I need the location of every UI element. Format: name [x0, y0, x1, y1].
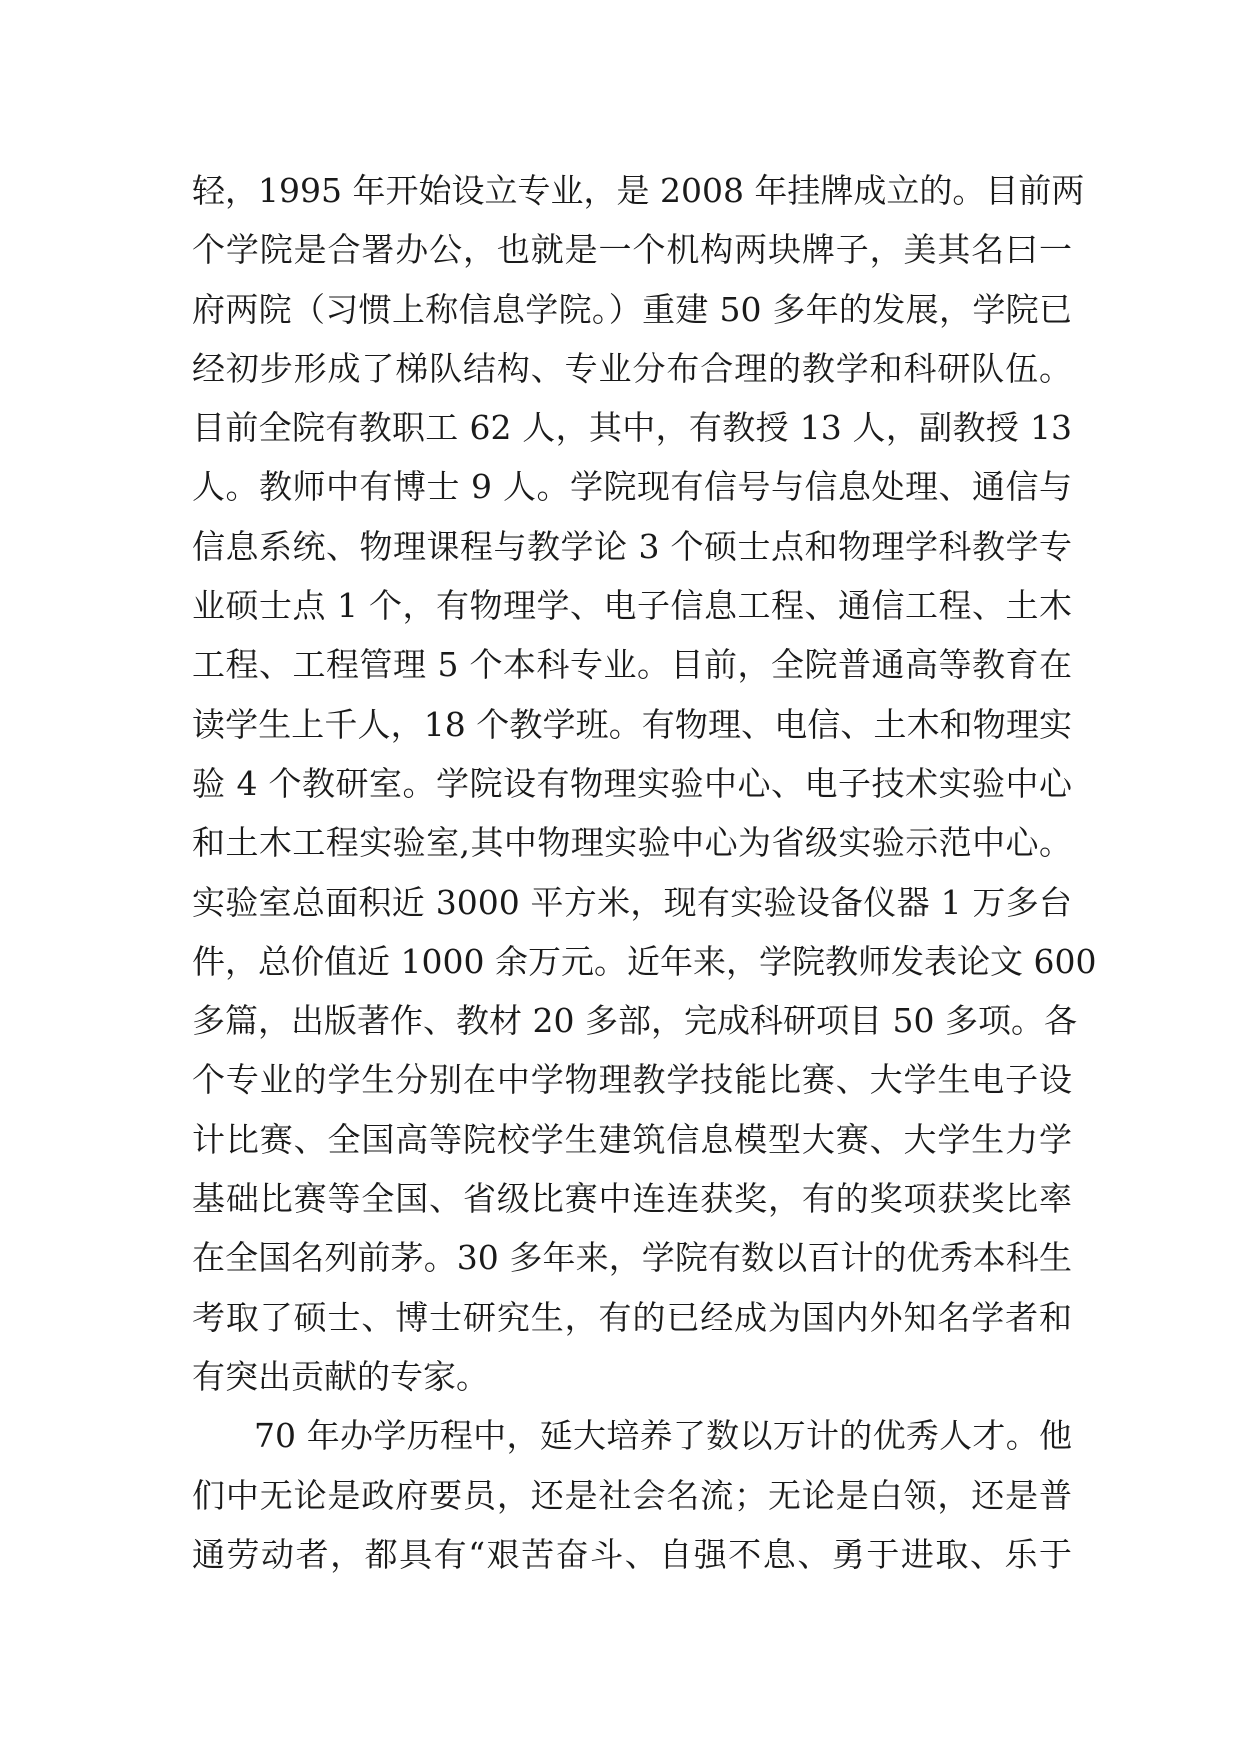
- text-line: 基础比赛等全国、省级比赛中连连获奖，有的奖项获奖比率: [192, 1179, 1072, 1219]
- text-line: 经初步形成了梯队结构、专业分布合理的教学和科研队伍。: [192, 348, 1072, 388]
- paragraph: [192, 161, 1097, 1406]
- text-line: 实验室总面积近 3000 平方米，现有实验设备仪器 1 万多台: [192, 882, 1072, 922]
- text-line: 多篇，出版著作、教材 20 多部，完成科研项目 50 多项。各: [192, 1001, 1077, 1041]
- text-line: 工程、工程管理 5 个本科专业。目前，全院普通高等教育在: [192, 645, 1072, 685]
- text-line: 信息系统、物理课程与教学论 3 个硕士点和物理学科教学专: [192, 526, 1072, 566]
- text-line: 考取了硕士、博士研究生，有的已经成为国内外知名学者和: [192, 1297, 1072, 1337]
- text-line: 轻，1995 年开始设立专业，是 2008 年挂牌成立的。目前两: [192, 171, 1085, 210]
- text-line: 计比赛、全国高等院校学生建筑信息模型大赛、大学生力学: [192, 1119, 1072, 1159]
- text-line: 府两院（习惯上称信息学院。）重建 50 多年的发展，学院已: [192, 289, 1072, 329]
- text-line: 人。教师中有博士 9 人。学院现有信号与信息处理、通信与: [192, 467, 1072, 507]
- paragraph: [192, 1406, 1072, 1584]
- text-line: 件，总价值近 1000 余万元。近年来，学院教师发表论文 600: [192, 941, 1097, 981]
- body-text: [192, 161, 1097, 1584]
- text-line: 在全国名列前茅。30 多年来，学院有数以百计的优秀本科生: [192, 1238, 1072, 1278]
- text-line: 读学生上千人，18 个教学班。有物理、电信、土木和物理实: [192, 704, 1072, 744]
- text-line: 目前全院有教职工 62 人，其中，有教授 13 人，副教授 13: [192, 408, 1072, 448]
- text-line: 有突出贡献的专家。: [192, 1356, 489, 1396]
- text-line: 和土木工程实验室,其中物理实验中心为省级实验示范中心。: [192, 823, 1072, 863]
- text-line: 个专业的学生分别在中学物理教学技能比赛、大学生电子设: [192, 1060, 1072, 1100]
- text-line: 个学院是合署办公，也就是一个机构两块牌子，美其名曰一: [192, 230, 1072, 270]
- text-line: 们中无论是政府要员，还是社会名流；无论是白领，还是普: [192, 1475, 1072, 1515]
- text-line: 通劳动者，都具有“艰苦奋斗、自强不息、勇于进取、乐于: [192, 1534, 1072, 1574]
- text-line: 业硕士点 1 个，有物理学、电子信息工程、通信工程、土木: [192, 586, 1072, 626]
- text-line: 70 年办学历程中，延大培养了数以万计的优秀人才。他: [254, 1416, 1072, 1456]
- text-line: 验 4 个教研室。学院设有物理实验中心、电子技术实验中心: [192, 763, 1072, 803]
